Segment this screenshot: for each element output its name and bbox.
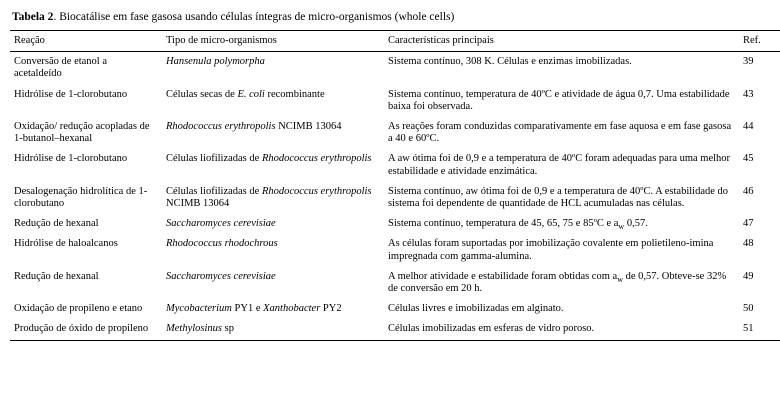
table-row: [10, 117, 780, 149]
column-header-caracteristicas: Características principais: [384, 31, 739, 52]
cell-reacao: Redução de hexanal: [14, 218, 99, 230]
cell-ref: 44: [743, 121, 754, 133]
cell-caracteristicas: As células foram suportadas por imobilização covalente em polietileno-imina impregnada com gamma-alumina.: [388, 238, 714, 262]
table-row: [10, 85, 780, 117]
cell-microorganismo: Rhodococcus erythropolis NCIMB 13064: [166, 121, 342, 133]
cell-microorganismo: Rhodococcus rhodochrous: [166, 238, 278, 250]
cell-reacao: Oxidação de propileno e etano: [14, 303, 143, 315]
table-row: [10, 149, 780, 181]
cell-ref: 39: [743, 56, 754, 68]
table-row: [10, 267, 780, 299]
column-header-microorganismos: Tipo de micro-organismos: [162, 31, 384, 52]
table-caption-text: . Biocatálise em fase gasosa usando células íntegras de micro-organismos (whole cells): [53, 11, 455, 23]
cell-ref: 50: [743, 303, 754, 315]
cell-reacao: Redução de hexanal: [14, 270, 99, 282]
cell-caracteristicas: A melhor atividade e estabilidade foram obtidas com $a_w$ de 0,57. Obteve-se 32% de conversão em 20 h.: [388, 270, 727, 295]
cell-caracteristicas: As reações foram conduzidas comparativamente em fase aquosa e em fase gasosa a 40 e 60ºC.: [388, 121, 732, 145]
cell-caracteristicas: Sistema contínuo, temperatura de 40ºC e atividade de água 0,7. Uma estabilidade baixa foi observada.: [388, 88, 730, 112]
cell-reacao: Produção de óxido de propileno: [10, 319, 162, 340]
table-row: [10, 299, 780, 319]
data-table: [10, 30, 780, 341]
cell-microorganismo: Mycobacterium PY1 e Xanthobacter PY2: [166, 303, 342, 315]
cell-caracteristicas: Células livres e imobilizadas em alginato.: [388, 303, 564, 315]
table-body: [10, 52, 780, 340]
column-header-reacao: Reação: [10, 31, 162, 52]
cell-ref: 46: [743, 185, 754, 197]
cell-ref: 48: [743, 238, 754, 250]
table-header-row: [10, 31, 780, 52]
cell-reacao: Hidrólise de 1-clorobutano: [14, 88, 128, 100]
cell-microorganismo: Células liofilizadas de Rhodococcus erythropolis: [166, 153, 372, 165]
cell-ref: 51: [739, 319, 780, 340]
cell-caracteristicas: Células imobilizadas em esferas de vidro poroso.: [384, 319, 739, 340]
cell-microorganismo: Células liofilizadas de Rhodococcus erythropolis NCIMB 13064: [166, 185, 372, 210]
table-caption-label: Tabela 2: [12, 11, 54, 23]
cell-microorganismo: Saccharomyces cerevisiae: [166, 218, 276, 230]
cell-microorganismo: Saccharomyces cerevisiae: [166, 270, 276, 282]
table-row: [10, 319, 780, 340]
cell-microorganismo: Células secas de E. coli recombinante: [166, 88, 325, 100]
column-header-ref: Ref.: [739, 31, 780, 52]
cell-reacao: Conversão de etanol a acetaldeído: [14, 56, 108, 80]
table-row: [10, 234, 780, 266]
table-row: [10, 52, 780, 85]
cell-reacao: Oxidação/ redução acopladas de 1-butanol–hexanal: [14, 121, 150, 145]
table-row: [10, 182, 780, 214]
cell-microorganismo: Hansenula polymorpha: [166, 56, 265, 68]
cell-caracteristicas: Sistema contínuo, 308 K. Células e enzimas imobilizadas.: [388, 56, 632, 68]
cell-ref: 47: [743, 218, 754, 230]
cell-ref: 45: [743, 153, 754, 165]
cell-ref: 49: [743, 270, 754, 282]
cell-caracteristicas: Sistema contínuo, aw ótima foi de 0,9 e a temperatura de 40ºC. A estabilidade do sistema foi dependente de quantidade de HCL acumuladas nas células.: [388, 185, 729, 210]
cell-reacao: Hidrólise de haloalcanos: [14, 238, 118, 250]
cell-ref: 43: [743, 88, 754, 100]
table-caption: [12, 10, 770, 24]
table-row: [10, 214, 780, 234]
cell-microorganismo: Methylosinus sp: [162, 319, 384, 340]
cell-reacao: Desalogenação hidrolítica de 1-clorobutano: [14, 185, 148, 210]
cell-caracteristicas: A aw ótima foi de 0,9 e a temperatura de 40ºC foram adequadas para uma melhor estabilidade e atividade enzimática.: [388, 153, 731, 177]
cell-reacao: Hidrólise de 1-clorobutano: [14, 153, 128, 165]
cell-caracteristicas: Sistema contínuo, temperatura de 45, 65, 75 e 85ºC e $a_w$ 0,57.: [388, 218, 648, 232]
table-head: [10, 31, 780, 52]
